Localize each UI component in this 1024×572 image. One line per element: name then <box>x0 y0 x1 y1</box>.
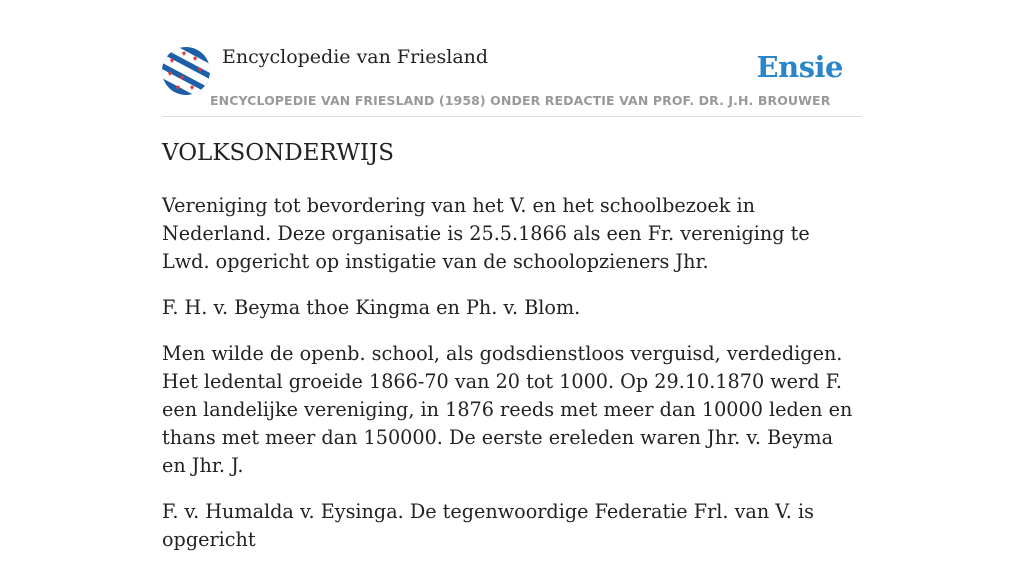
article-paragraph: Men wilde de openb. school, als godsdienstloos verguisd, verdedigen. Het ledental groeide 1866-70 van 20 tot 1000. Op 29.10.1870 werd F. een landelijke vereniging, in 1876 reeds met meer dan 10000 leden en thans met meer dan 150000. De eerste ereleden waren Jhr. v. Beyma en Jhr. J. <box>162 342 853 477</box>
article-title: VOLKSONDERWIJS <box>162 140 394 166</box>
frisian-flag-icon[interactable] <box>162 47 210 95</box>
article-paragraph: F. v. Humalda v. Eysinga. De tegenwoordige Federatie Frl. van V. is opgericht <box>162 500 814 551</box>
encyclopedia-subtitle: ENCYCLOPEDIE VAN FRIESLAND (1958) ONDER REDACTIE VAN PROF. DR. J.H. BROUWER <box>210 93 831 108</box>
page <box>162 0 862 551</box>
article-paragraph: F. H. v. Beyma thoe Kingma en Ph. v. Blom. <box>162 296 581 319</box>
article-paragraph: Vereniging tot bevordering van het V. en het schoolbezoek in Nederland. Deze organisatie is 25.5.1866 als een Fr. vereniging te Lwd. opgericht op instigatie van de schoolopzieners Jhr. <box>162 194 810 273</box>
site-name[interactable]: Encyclopedie van Friesland <box>222 46 489 68</box>
article-body <box>162 192 862 572</box>
site-header <box>162 0 862 117</box>
ensie-brand-logo[interactable]: Ensie <box>756 50 843 84</box>
